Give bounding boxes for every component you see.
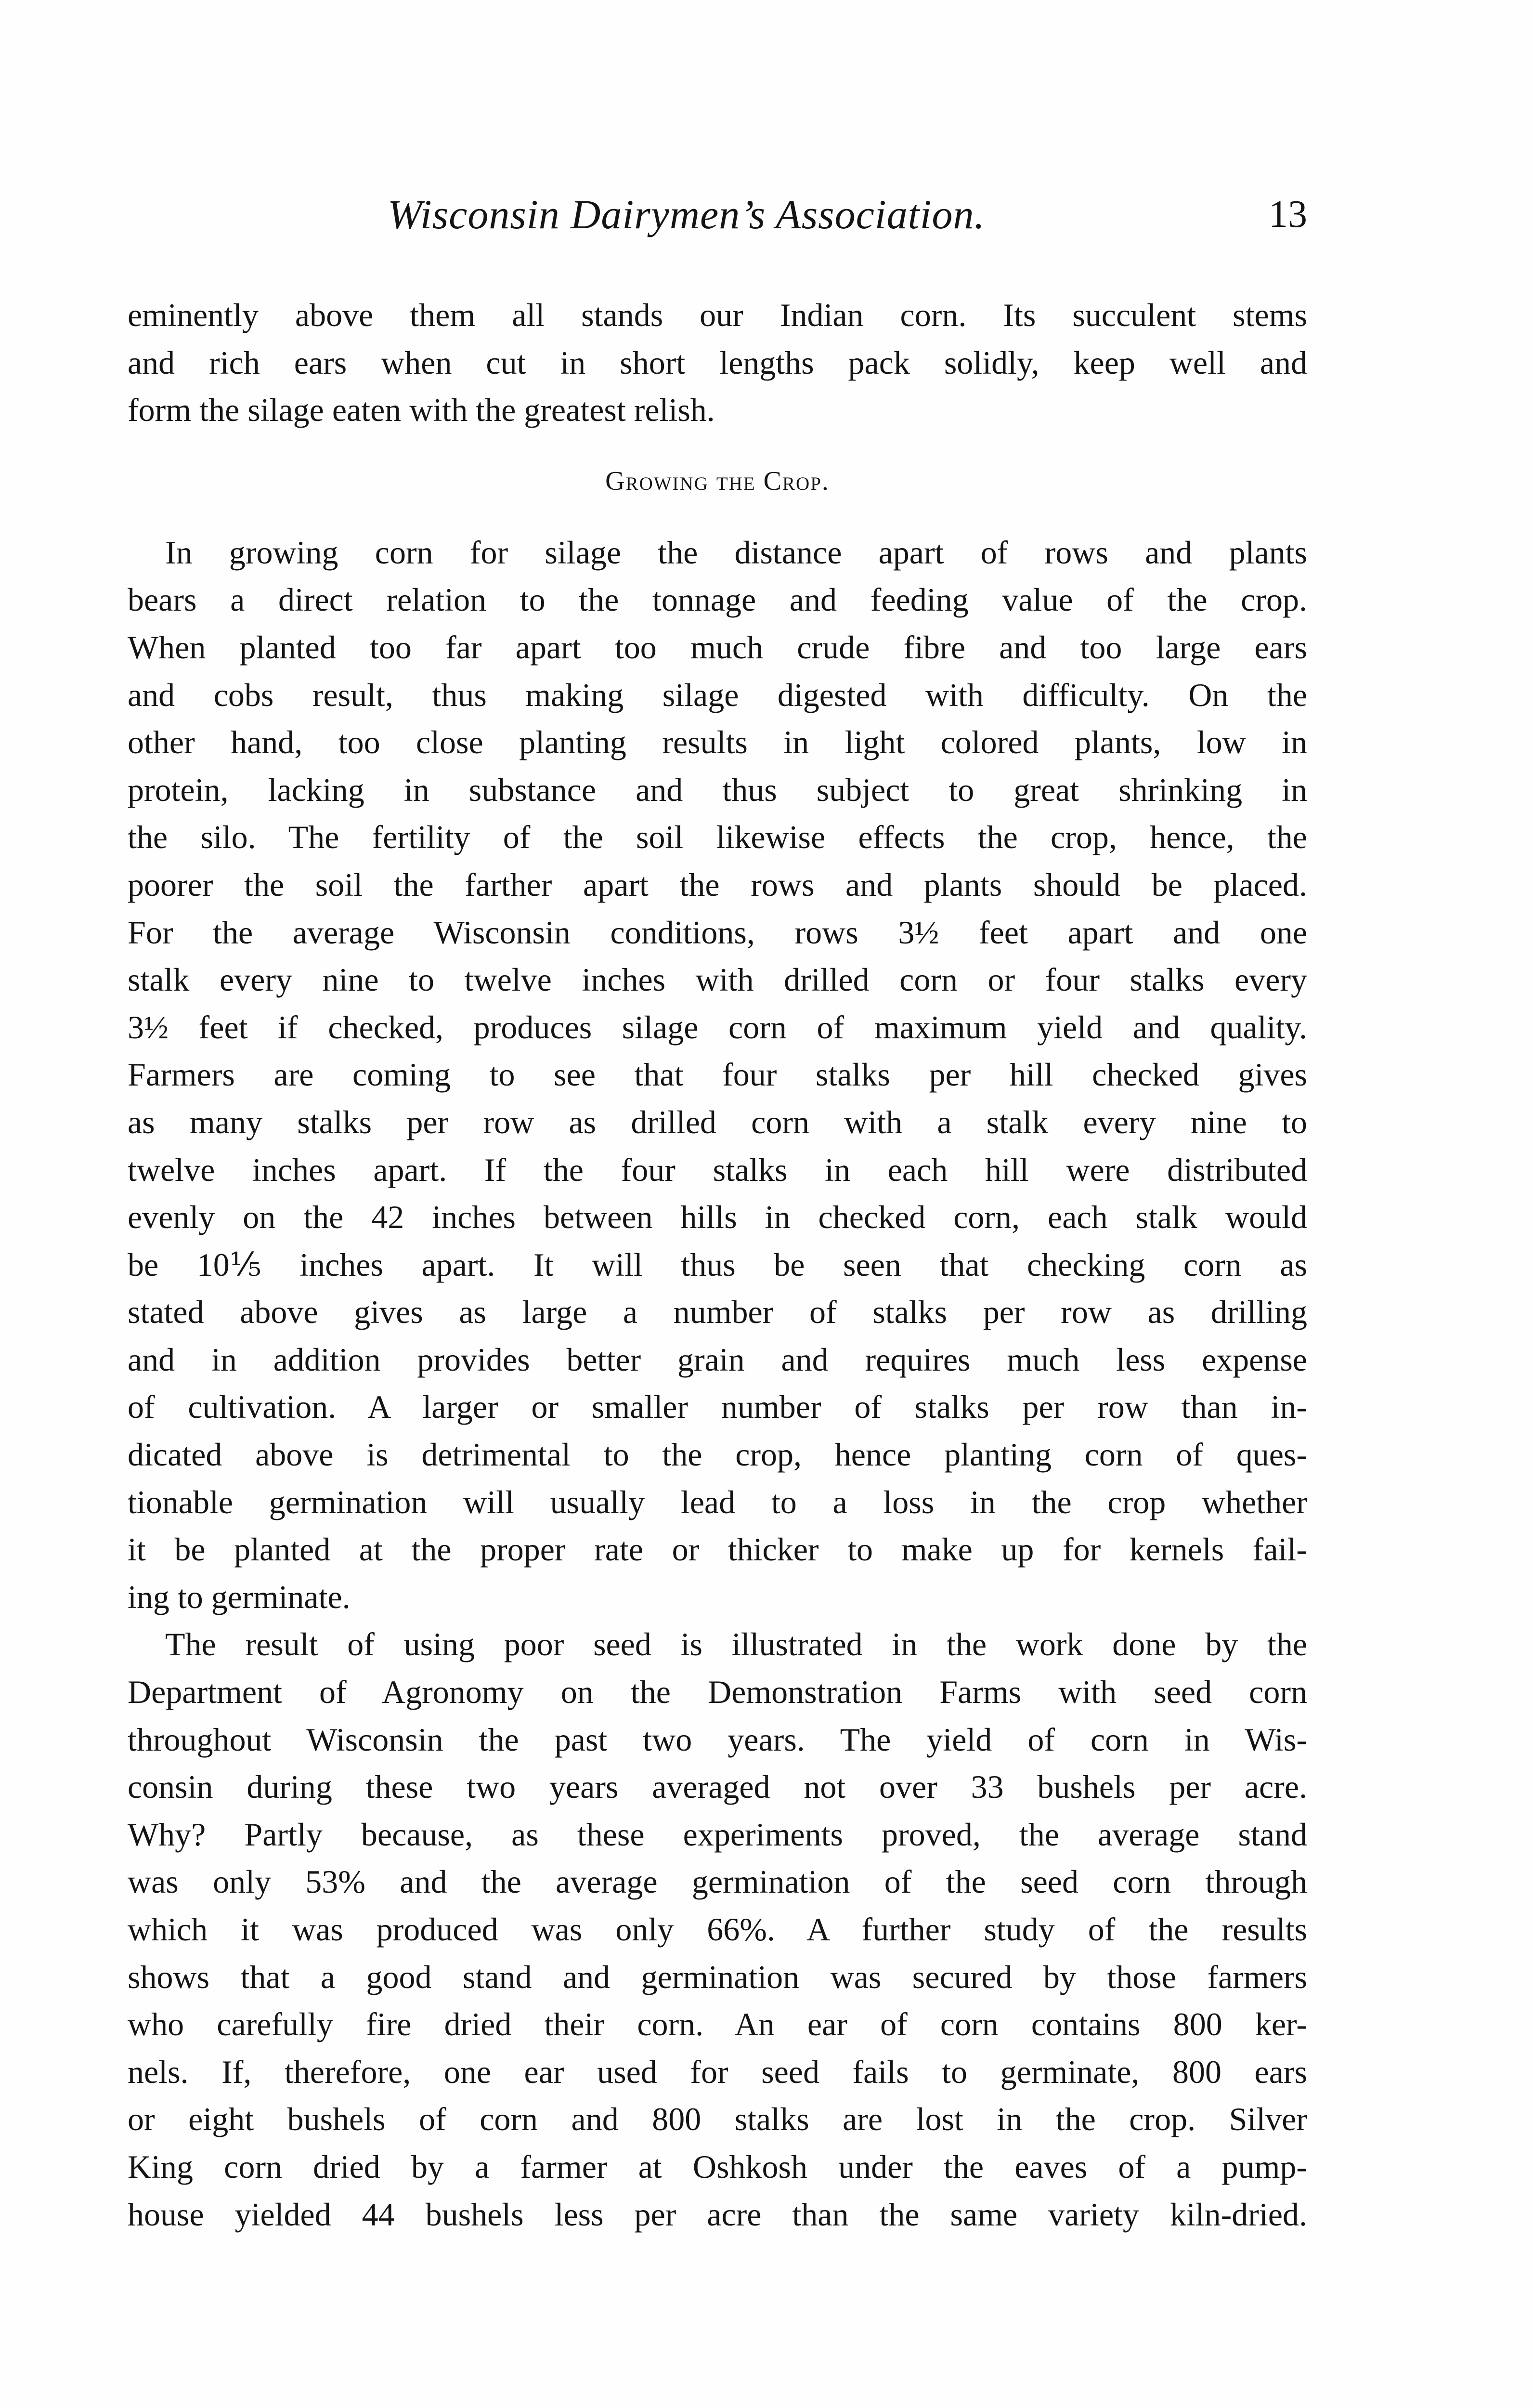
text-line: When planted too far apart too much crude fibre and too large ears xyxy=(128,628,1307,666)
text-line: throughout Wisconsin the past two years. The yield of corn in Wis- xyxy=(128,1721,1307,1758)
text-line: the silo. The fertility of the soil likewise effects the crop, hence, the xyxy=(128,819,1307,856)
text-line: poorer the soil the farther apart the rows and plants should be placed. xyxy=(128,866,1307,903)
text-line: bears a direct relation to the tonnage and feeding value of the crop. xyxy=(128,581,1307,618)
text-line: as many stalks per row as drilled corn with a stalk every nine to xyxy=(128,1103,1307,1140)
text-line: stalk every nine to twelve inches with drilled corn or four stalks every xyxy=(128,961,1307,998)
text-line: was only 53% and the average germination of the seed corn through xyxy=(128,1863,1307,1900)
text-line: who carefully fire dried their corn. An ear of corn contains 800 ker- xyxy=(128,2006,1307,2043)
text-line: For the average Wisconsin conditions, rows 3½ feet apart and one xyxy=(128,914,1307,951)
text-line: it be planted at the proper rate or thicker to make up for kernels fail- xyxy=(128,1531,1307,1568)
text-line: evenly on the 42 inches between hills in checked corn, each stalk would xyxy=(128,1199,1307,1236)
intro-paragraph xyxy=(128,291,1307,434)
section-heading: Growing the Crop. xyxy=(605,466,830,496)
text-line: consin during these two years averaged not over 33 bushels per acre. xyxy=(128,1768,1307,1806)
text-line: The result of using poor seed is illustrated in the work done by the xyxy=(165,1626,1307,1663)
page-number: 13 xyxy=(1269,193,1307,236)
text-line: which it was produced was only 66%. A further study of the results xyxy=(128,1911,1307,1948)
text-line: other hand, too close planting results in light colored plants, low in xyxy=(128,724,1307,761)
text-line: Why? Partly because, as these experiments proved, the average stand xyxy=(128,1816,1307,1853)
text-line: shows that a good stand and germination was secured by those farmers xyxy=(128,1958,1307,1995)
text-line: be 10⅕ inches apart. It will thus be seen that checking corn as xyxy=(128,1246,1307,1283)
text-line: In growing corn for silage the distance apart of rows and plants xyxy=(165,534,1307,571)
text-line: King corn dried by a farmer at Oshkosh under the eaves of a pump- xyxy=(128,2148,1307,2185)
page-header xyxy=(128,183,1307,246)
text-line: or eight bushels of corn and 800 stalks are lost in the crop. Silver xyxy=(128,2101,1307,2138)
text-line: twelve inches apart. If the four stalks in each hill were distributed xyxy=(128,1151,1307,1188)
text-line: form the silage eaten with the greatest relish. xyxy=(128,392,715,429)
text-line: Department of Agronomy on the Demonstration Farms with seed corn xyxy=(128,1674,1307,1711)
paragraph-tonnage xyxy=(128,529,1307,1621)
text-line: 3½ feet if checked, produces silage corn of maximum yield and quality. xyxy=(128,1008,1307,1046)
text-line: dicated above is detrimental to the crop, hence planting corn of ques- xyxy=(128,1436,1307,1473)
text-line: Farmers are coming to see that four stalks per hill checked gives xyxy=(128,1056,1307,1093)
body-text xyxy=(128,291,1307,2238)
text-line: nels. If, therefore, one ear used for seed fails to germinate, 800 ears xyxy=(128,2053,1307,2090)
text-line: stated above gives as large a number of stalks per row as drilling xyxy=(128,1294,1307,1331)
text-line: tionable germination will usually lead to a loss in the crop whether xyxy=(128,1483,1307,1520)
text-line: protein, lacking in substance and thus subject to great shrinking in xyxy=(128,771,1307,808)
text-line: of cultivation. A larger or smaller number of stalks per row than in- xyxy=(128,1388,1307,1426)
paragraph-poor-seed xyxy=(128,1621,1307,2238)
text-line: and in addition provides better grain and requires much less expense xyxy=(128,1341,1307,1378)
text-line: and cobs result, thus making silage digested with difficulty. On the xyxy=(128,676,1307,713)
text-line: and rich ears when cut in short lengths pack solidly, keep well and xyxy=(128,344,1307,381)
text-line: eminently above them all stands our Indian corn. Its succulent stems xyxy=(128,297,1307,333)
running-title: Wisconsin Dairymen’s Association. xyxy=(388,191,985,237)
text-line: ing to germinate. xyxy=(128,1578,351,1615)
text-line: house yielded 44 bushels less per acre than the same variety kiln-dried. xyxy=(128,2196,1307,2233)
